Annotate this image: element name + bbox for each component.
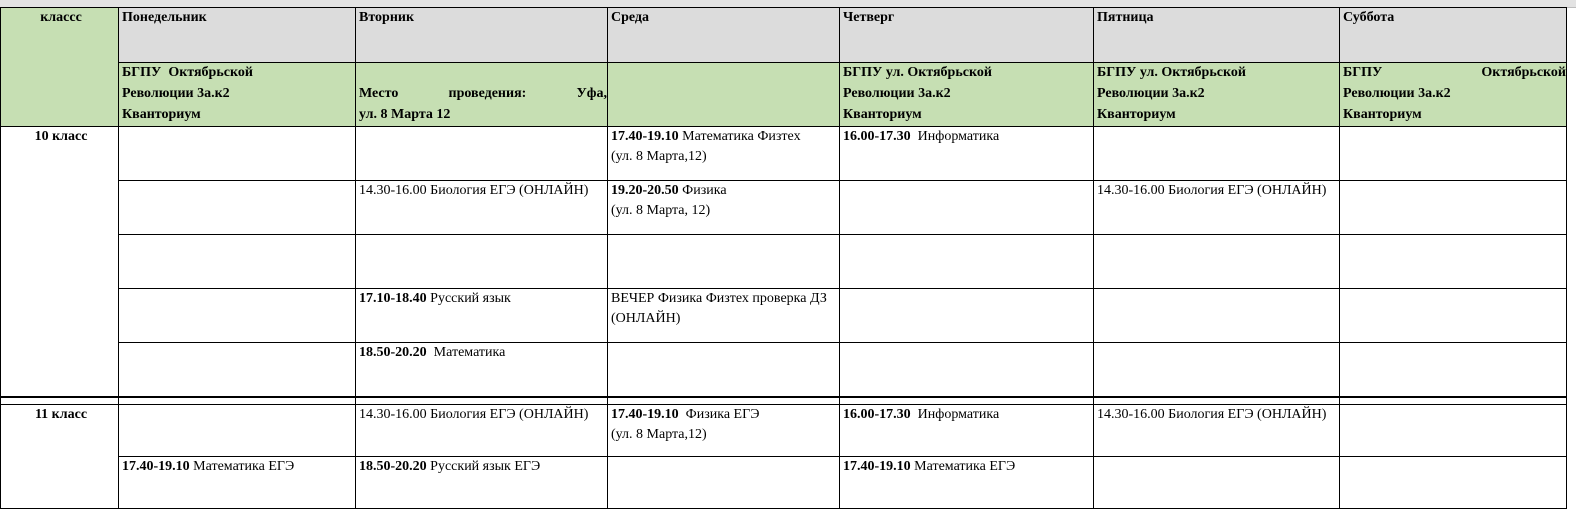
lesson-time: 16.00-17.30 — [843, 129, 911, 144]
venue-line: БГПУ Октябрьской — [1343, 65, 1566, 80]
day-header-cell[interactable] — [1094, 8, 1340, 63]
venue-cell[interactable] — [119, 63, 356, 127]
separator-cell — [356, 397, 608, 405]
lesson-cell[interactable] — [840, 181, 1094, 235]
lesson-line — [359, 457, 607, 477]
separator-cell — [840, 397, 1094, 405]
lesson-cell[interactable] — [1340, 404, 1567, 456]
lesson-cell[interactable] — [1340, 235, 1567, 289]
lesson-cell[interactable] — [1340, 127, 1567, 181]
venue-cell[interactable] — [608, 63, 840, 127]
lesson-subject: Русский язык ЕГЭ — [426, 458, 541, 474]
lesson-cell[interactable] — [608, 127, 840, 181]
venue-line: Революции 3а.к2 — [122, 86, 230, 101]
venue-line: БГПУ Октябрьской — [122, 65, 253, 80]
venue-line: Революции 3а.к2 — [1097, 86, 1205, 101]
class-column-header — [1, 8, 119, 127]
lesson-time: 17.10-18.40 — [359, 291, 427, 306]
lesson-time: 16.00-17.30 — [843, 406, 911, 422]
day-name: Четверг — [843, 10, 895, 25]
day-header-cell[interactable] — [1340, 8, 1567, 63]
venue-line: Место проведения: Уфа, — [359, 86, 607, 101]
lesson-time: 19.20-20.50 — [611, 183, 679, 198]
grade-separator — [1, 397, 1567, 405]
day-name: Понедельник — [122, 10, 207, 25]
lesson-subject: Физика ЕГЭ — [678, 406, 760, 422]
lesson-time: 17.40-19.10 — [611, 406, 679, 422]
lesson-cell[interactable] — [356, 289, 608, 343]
lesson-line — [122, 457, 355, 477]
lesson-cell[interactable] — [1094, 127, 1340, 181]
lesson-subject: Физика — [678, 183, 727, 198]
venue-cell[interactable] — [1094, 63, 1340, 127]
lesson-note: (ул. 8 Марта, 12) — [611, 203, 711, 218]
venue-line: Кванториум — [843, 107, 922, 122]
lesson-cell[interactable] — [119, 181, 356, 235]
class-column-label: классс — [40, 10, 82, 25]
lesson-cell[interactable] — [608, 181, 840, 235]
lesson-cell[interactable] — [119, 343, 356, 397]
lesson-note: (ул. 8 Марта,12) — [611, 149, 707, 164]
day-name: Суббота — [1343, 10, 1395, 25]
lesson-cell[interactable] — [840, 289, 1094, 343]
separator-cell — [1094, 397, 1340, 405]
day-header-cell[interactable] — [119, 8, 356, 63]
lesson-cell[interactable] — [840, 456, 1094, 508]
lesson-cell[interactable] — [356, 343, 608, 397]
lesson-cell[interactable] — [608, 456, 840, 508]
lesson-cell[interactable] — [356, 181, 608, 235]
lesson-line — [611, 181, 839, 201]
lesson-line — [843, 457, 1093, 477]
lesson-cell[interactable] — [1094, 235, 1340, 289]
separator-cell — [1340, 397, 1567, 405]
day-header-cell[interactable] — [608, 8, 840, 63]
lesson-line — [843, 127, 1093, 147]
venue-line: Кванториум — [122, 107, 201, 122]
lesson-cell[interactable] — [1094, 456, 1340, 508]
schedule-table — [0, 7, 1567, 509]
separator-cell — [608, 397, 840, 405]
lesson-cell[interactable] — [1094, 289, 1340, 343]
venue-line: Революции 3а.к2 — [1343, 86, 1451, 101]
lesson-cell[interactable] — [356, 127, 608, 181]
lesson-cell[interactable] — [1094, 404, 1340, 456]
lesson-subject: Информатика — [910, 406, 1000, 422]
lesson-note: (ОНЛАЙН) — [611, 311, 681, 326]
venue-cell[interactable] — [356, 63, 608, 127]
lesson-cell[interactable] — [119, 404, 356, 456]
lesson-line — [611, 127, 839, 147]
venue-line: БГПУ ул. Октябрьской — [1097, 65, 1246, 80]
separator-cell — [1, 397, 119, 405]
lesson-cell[interactable] — [1340, 456, 1567, 508]
lesson-subject: 14.30-16.00 Биология ЕГЭ (ОНЛАЙН) — [359, 183, 589, 198]
venue-cell[interactable] — [840, 63, 1094, 127]
grade-label: 11 класс — [34, 406, 88, 422]
separator-cell — [119, 397, 356, 405]
lesson-line — [1097, 181, 1339, 201]
lesson-cell[interactable] — [608, 404, 840, 456]
venue-line — [359, 63, 607, 84]
venue-line: Кванториум — [1097, 107, 1176, 122]
lesson-cell[interactable] — [1094, 343, 1340, 397]
lesson-cell[interactable] — [1340, 343, 1567, 397]
venue-line: Кванториум — [1343, 107, 1422, 122]
day-name: Вторник — [359, 10, 415, 25]
lesson-cell[interactable] — [119, 456, 356, 508]
venue-cell[interactable] — [1340, 63, 1567, 127]
lesson-cell[interactable] — [840, 404, 1094, 456]
lesson-subject: 14.30-16.00 Биология ЕГЭ (ОНЛАЙН) — [359, 406, 589, 422]
lesson-subject: 14.30-16.00 Биология ЕГЭ (ОНЛАЙН) — [1097, 183, 1327, 198]
lesson-line — [359, 343, 607, 363]
lesson-subject: Русский язык — [426, 291, 511, 306]
lesson-subject: Математика ЕГЭ — [189, 458, 295, 474]
lesson-time: 18.50-20.20 — [359, 345, 427, 360]
venue-line: Революции 3а.к2 — [843, 86, 951, 101]
day-header-cell[interactable] — [356, 8, 608, 63]
lesson-cell[interactable] — [356, 404, 608, 456]
grade-10-label-cell — [1, 127, 119, 397]
lesson-line — [359, 289, 607, 309]
lesson-time: 18.50-20.20 — [359, 458, 427, 474]
lesson-subject: ВЕЧЕР Физика Физтех проверка ДЗ — [611, 291, 827, 306]
lesson-cell[interactable] — [840, 343, 1094, 397]
lesson-subject: Математика ЕГЭ — [910, 458, 1016, 474]
lesson-cell[interactable] — [119, 127, 356, 181]
lesson-cell[interactable] — [356, 456, 608, 508]
lesson-subject: Информатика — [910, 129, 1000, 144]
lesson-cell[interactable] — [119, 235, 356, 289]
lesson-cell[interactable] — [840, 127, 1094, 181]
venue-line: БГПУ ул. Октябрьской — [843, 65, 992, 80]
lesson-subject: 14.30-16.00 Биология ЕГЭ (ОНЛАЙН) — [1097, 406, 1327, 422]
lesson-subject: Математика — [426, 345, 506, 360]
lesson-line — [359, 405, 607, 425]
venue-line: ул. 8 Марта 12 — [359, 107, 451, 122]
lesson-line — [359, 181, 607, 201]
venue-line — [611, 63, 839, 84]
lesson-line — [843, 405, 1093, 425]
lesson-cell[interactable] — [356, 235, 608, 289]
lesson-cell[interactable] — [1340, 289, 1567, 343]
lesson-cell[interactable] — [608, 343, 840, 397]
venue-line — [611, 105, 839, 126]
day-name: Среда — [611, 10, 650, 25]
lesson-line — [611, 289, 839, 309]
lesson-cell[interactable] — [608, 235, 840, 289]
grade-11-label-cell — [1, 404, 119, 508]
lesson-cell[interactable] — [608, 289, 840, 343]
lesson-subject: Математика Физтех — [678, 129, 801, 144]
grade-label: 10 класс — [34, 129, 88, 144]
lesson-note: (ул. 8 Марта,12) — [611, 426, 707, 442]
lesson-cell[interactable] — [119, 289, 356, 343]
lesson-time: 17.40-19.10 — [611, 129, 679, 144]
lesson-time: 17.40-19.10 — [843, 458, 911, 474]
lesson-line — [611, 405, 839, 425]
lesson-cell[interactable] — [1094, 181, 1340, 235]
lesson-cell[interactable] — [840, 235, 1094, 289]
venue-line — [611, 84, 839, 105]
day-name: Пятница — [1097, 10, 1154, 25]
lesson-cell[interactable] — [1340, 181, 1567, 235]
day-header-cell[interactable] — [840, 8, 1094, 63]
lesson-time: 17.40-19.10 — [122, 458, 190, 474]
lesson-line — [1097, 405, 1339, 425]
